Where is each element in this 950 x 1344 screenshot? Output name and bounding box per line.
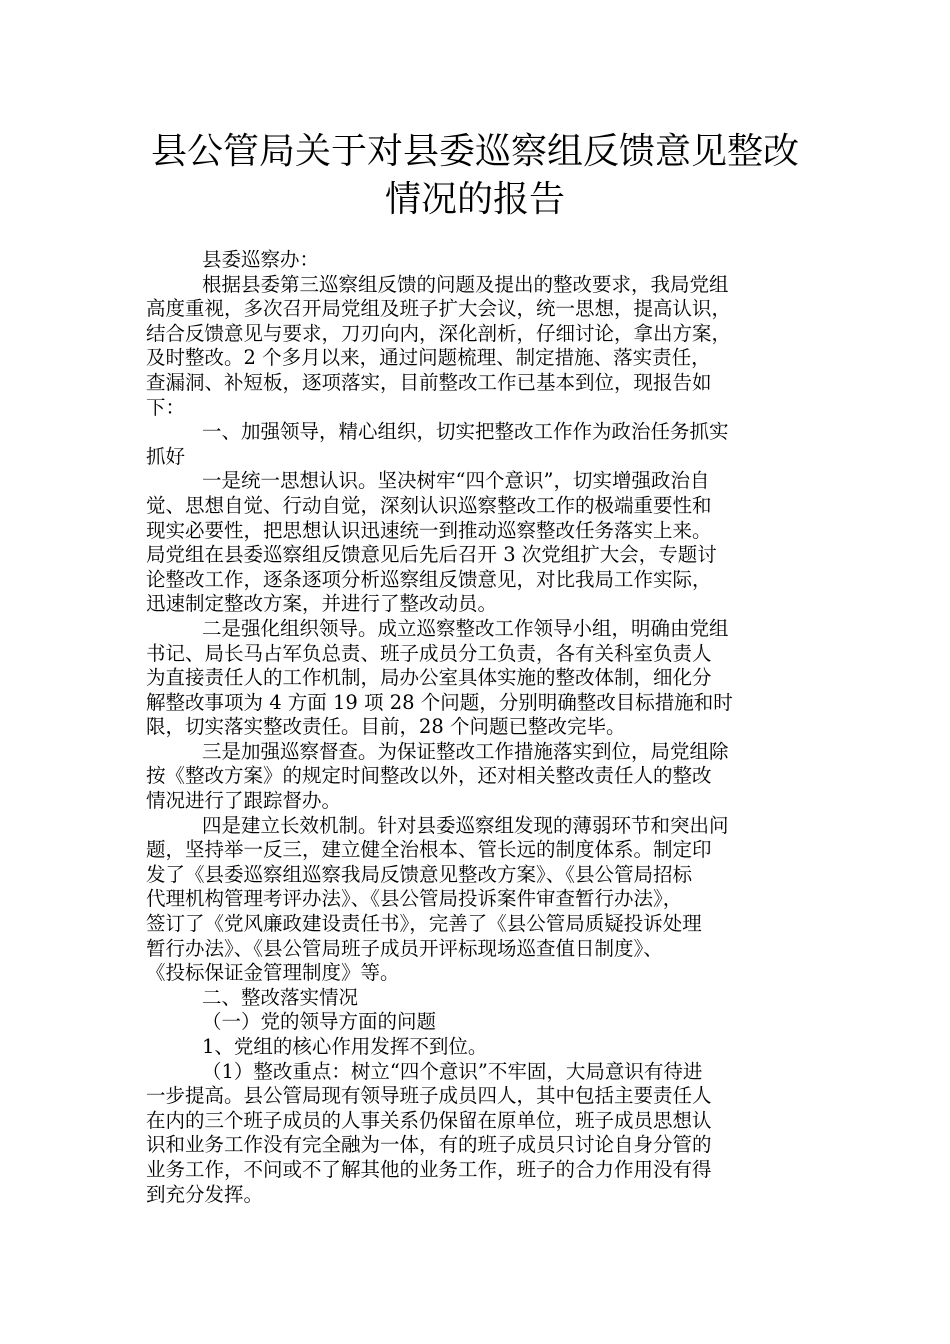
body-line: 限，切实落实整改责任。目前，28 个问题已整改完毕。 bbox=[146, 715, 626, 739]
body-line: 四是建立长效机制。针对县委巡察组发现的薄弱环节和突出问 bbox=[202, 813, 729, 837]
body-line: 高度重视，多次召开局党组及班子扩大会议，统一思想，提高认识， bbox=[146, 297, 732, 321]
body-line: 在内的三个班子成员的人事关系仍保留在原单位，班子成员思想认 bbox=[146, 1108, 712, 1132]
body-line: 按《整改方案》的规定时间整改以外，还对相关整改责任人的整改 bbox=[146, 764, 712, 788]
body-line: 业务工作，不问或不了解其他的业务工作，班子的合力作用没有得 bbox=[146, 1157, 712, 1181]
body-line: 论整改工作，逐条逐项分析巡察组反馈意见，对比我局工作实际， bbox=[146, 567, 712, 591]
body-line: 局党组在县委巡察组反馈意见后先后召开 3 次党组扩大会，专题讨 bbox=[146, 543, 717, 567]
body-line: 查漏洞、补短板，逐项落实，目前整改工作已基本到位，现报告如 bbox=[146, 370, 712, 394]
body-line: 二、整改落实情况 bbox=[202, 985, 359, 1009]
body-line: 一步提高。县公管局现有领导班子成员四人，其中包括主要责任人 bbox=[146, 1084, 712, 1108]
body-line: 一是统一思想认识。坚决树牢“四个意识”，切实增强政治自 bbox=[202, 469, 710, 493]
body-line: 代理机构管理考评办法》、《县公管局投诉案件审查暂行办法》， bbox=[146, 887, 683, 911]
body-line: 书记、局长马占军负总责、班子成员分工负责，各有关科室负责人 bbox=[146, 641, 712, 665]
document-title bbox=[100, 128, 850, 224]
body-line: 及时整改。2 个多月以来，通过问题梳理、制定措施、落实责任， bbox=[146, 346, 711, 370]
body-line: 根据县委第三巡察组反馈的问题及提出的整改要求，我局党组 bbox=[202, 272, 729, 296]
body-line: 迅速制定整改方案，并进行了整改动员。 bbox=[146, 592, 498, 616]
body-line: 发了《县委巡察组巡察我局反馈意见整改方案》、《县公管局招标 bbox=[146, 862, 693, 886]
body-line: 觉、思想自觉、行动自觉，深刻认识巡察整改工作的极端重要性和 bbox=[146, 493, 712, 517]
body-line: 解整改事项为 4 方面 19 项 28 个问题，分别明确整改目标措施和时 bbox=[146, 690, 733, 714]
body-line: 《投标保证金管理制度》等。 bbox=[146, 961, 400, 985]
body-line: 签订了《党风廉政建设责任书》，完善了《县公管局质疑投诉处理 bbox=[146, 912, 702, 936]
body-line: 情况进行了跟踪督办。 bbox=[146, 789, 342, 813]
body-line: 识和业务工作没有完全融为一体，有的班子成员只讨论自身分管的 bbox=[146, 1133, 712, 1157]
body-line: 一、加强领导，精心组织，切实把整改工作作为政治任务抓实 bbox=[202, 420, 729, 444]
body-line: 抓好 bbox=[146, 444, 186, 468]
body-line: 结合反馈意见与要求，刀刃向内，深化剖析，仔细讨论，拿出方案， bbox=[146, 321, 732, 345]
body-line: 1、党组的核心作用发挥不到位。 bbox=[202, 1035, 488, 1058]
body-line: 现实必要性，把思想认识迅速统一到推动巡察整改任务落实上来。 bbox=[146, 518, 712, 542]
document-body bbox=[146, 248, 808, 1207]
body-line: 到充分发挥。 bbox=[146, 1182, 264, 1206]
body-line: 二是强化组织领导。成立巡察整改工作领导小组，明确由党组 bbox=[202, 616, 729, 640]
title-line-2: 情况的报告 bbox=[384, 179, 565, 220]
title-line-1: 县公管局关于对县委巡察组反馈意见整改 bbox=[150, 131, 799, 172]
body-line: （一）党的领导方面的问题 bbox=[202, 1010, 437, 1034]
body-line: 下： bbox=[146, 395, 186, 419]
body-line: 为直接责任人的工作机制，局办公室具体实施的整改体制，细化分 bbox=[146, 666, 712, 690]
body-line: 县委巡察办： bbox=[202, 248, 320, 271]
body-line: 暂行办法》、《县公管局班子成员开评标现场巡查值日制度》、 bbox=[146, 936, 663, 960]
body-line: （1）整改重点：树立“四个意识”不牢固，大局意识有待进 bbox=[202, 1059, 703, 1083]
body-line: 三是加强巡察督查。为保证整改工作措施落实到位，局党组除 bbox=[202, 739, 729, 763]
body-line: 题，坚持举一反三，建立健全治根本、管长远的制度体系。制定印 bbox=[146, 838, 712, 862]
